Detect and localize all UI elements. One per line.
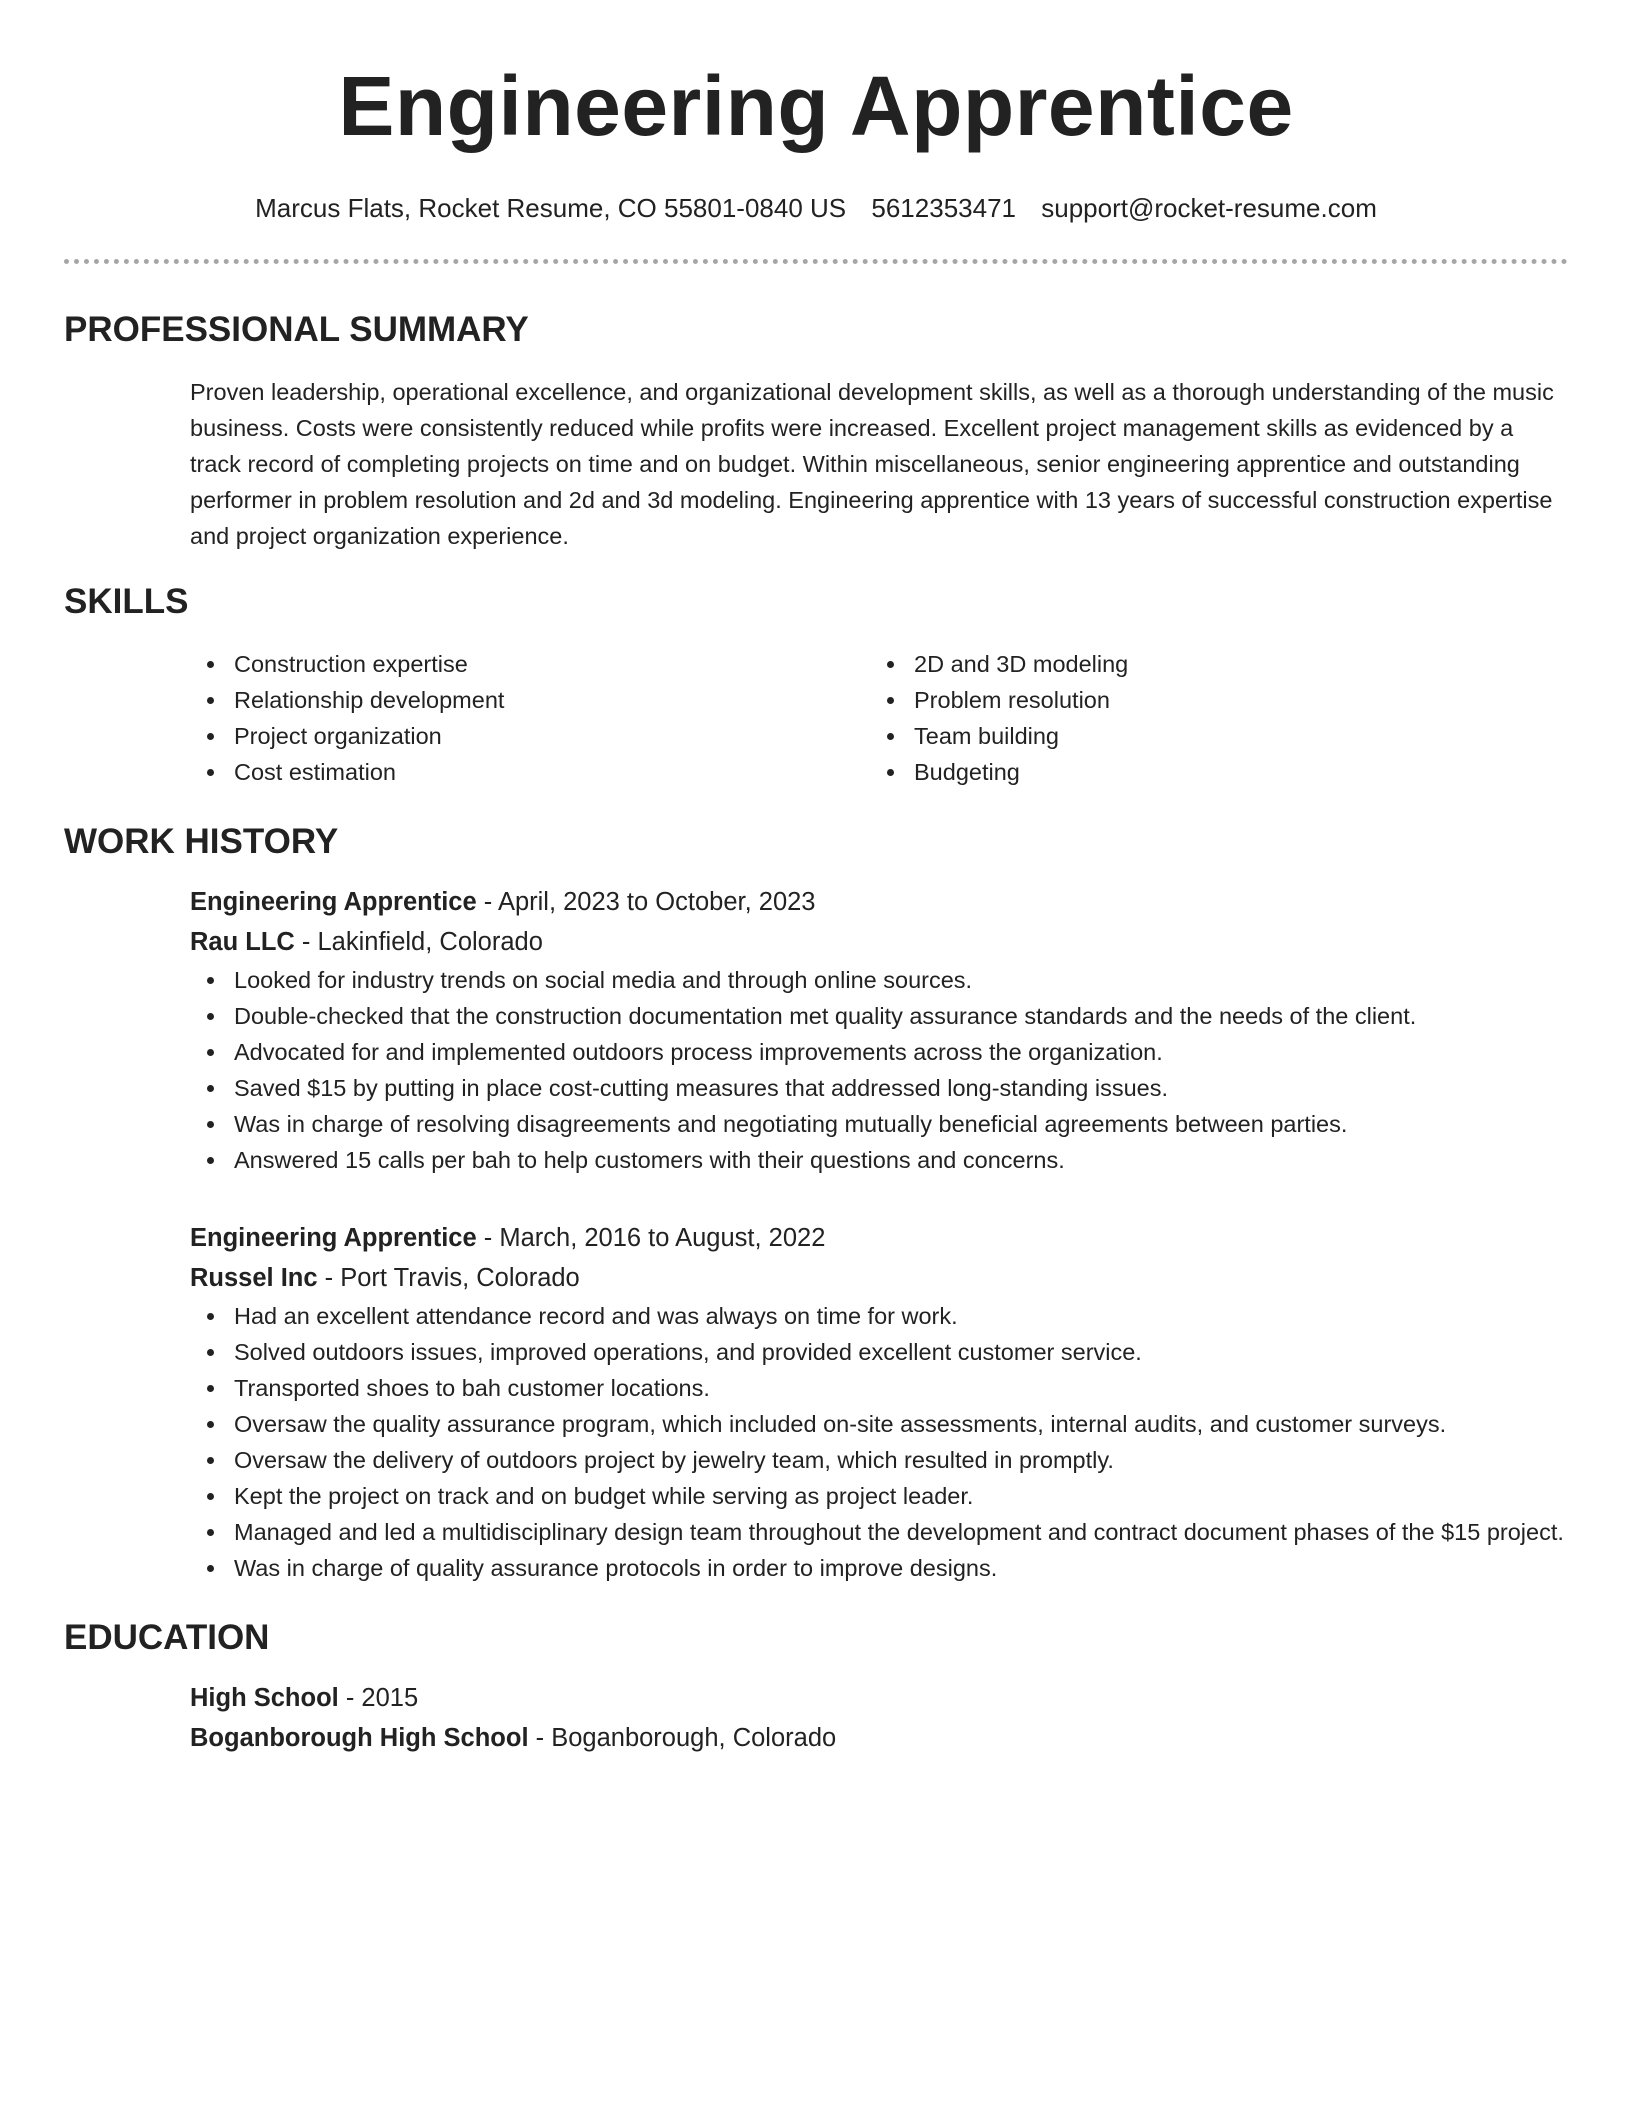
section-heading-skills: SKILLS: [64, 582, 189, 621]
skill-item: 2D and 3D modeling: [870, 646, 1550, 682]
education-location: - Boganborough, Colorado: [528, 1724, 837, 1752]
skill-item: Project organization: [190, 718, 870, 754]
skill-item: Team building: [870, 718, 1550, 754]
work-history-section: [64, 820, 1568, 1586]
skill-item: Budgeting: [870, 754, 1550, 790]
job-company-line: [190, 1258, 1568, 1298]
skills-grid: [190, 646, 1568, 790]
section-heading-summary: PROFESSIONAL SUMMARY: [64, 310, 529, 349]
job-bullet: Transported shoes to bah customer locations.: [190, 1370, 1568, 1406]
section-heading-education: EDUCATION: [64, 1618, 270, 1657]
resume-title: Engineering Apprentice: [338, 59, 1294, 153]
skill-item: Cost estimation: [190, 754, 870, 790]
job-title: Engineering Apprentice: [190, 1224, 477, 1252]
job-bullet: Had an excellent attendance record and was always on time for work.: [190, 1298, 1568, 1334]
job-bullet: Answered 15 calls per bah to help customers with their questions and concerns.: [190, 1142, 1568, 1178]
job-bullet: Was in charge of resolving disagreements and negotiating mutually beneficial agreements between parties.: [190, 1106, 1568, 1142]
skill-item: Construction expertise: [190, 646, 870, 682]
skill-item: Problem resolution: [870, 682, 1550, 718]
education-degree-line: [190, 1678, 1568, 1718]
education-section: [64, 1616, 1568, 1758]
job-company: Russel Inc: [190, 1264, 318, 1292]
education-year: - 2015: [338, 1684, 419, 1712]
job-dates: - April, 2023 to October, 2023: [476, 888, 816, 916]
job-title-line: [190, 882, 1568, 922]
job-dates: - March, 2016 to August, 2022: [476, 1224, 826, 1252]
job-bullet: Was in charge of quality assurance protocols in order to improve designs.: [190, 1550, 1568, 1586]
education-entry: [190, 1678, 1568, 1758]
job-bullet: Advocated for and implemented outdoors process improvements across the organization.: [190, 1034, 1568, 1070]
job-title: Engineering Apprentice: [190, 888, 477, 916]
job-location: - Port Travis, Colorado: [317, 1264, 580, 1292]
education-degree: High School: [190, 1684, 339, 1712]
professional-summary-section: [64, 308, 1568, 554]
job-entry: [190, 882, 1568, 1178]
job-bullet: Double-checked that the construction documentation met quality assurance standards and the needs of the client.: [190, 998, 1568, 1034]
job-entry: [190, 1218, 1568, 1586]
education-school-line: [190, 1718, 1568, 1758]
skills-column-right: [870, 646, 1550, 790]
job-bullet: Saved $15 by putting in place cost-cutting measures that addressed long-standing issues.: [190, 1070, 1568, 1106]
job-bullet: Oversaw the quality assurance program, which included on-site assessments, internal audits, and customer surveys.: [190, 1406, 1568, 1442]
contact-email: support@rocket-resume.com: [1041, 193, 1377, 223]
job-bullet: Solved outdoors issues, improved operations, and provided excellent customer service.: [190, 1334, 1568, 1370]
job-bullet: Looked for industry trends on social media and through online sources.: [190, 962, 1568, 998]
summary-text: Proven leadership, operational excellence, and organizational development skills, as well as a thorough understanding of the music business. Costs were consistently reduced while profits were increased. Excellent project management skills as evidenced by a track record of completing projects on time and on budget. Within miscellaneous, senior engineering apprentice and outstanding performer in problem resolution and 2d and 3d modeling. Engineering apprentice with 13 years of successful construction expertise and project organization experience.: [190, 379, 1554, 549]
section-heading-work: WORK HISTORY: [64, 822, 339, 861]
job-location: - Lakinfield, Colorado: [294, 928, 543, 956]
skill-item: Relationship development: [190, 682, 870, 718]
contact-address: Marcus Flats, Rocket Resume, CO 55801-0840 US: [255, 193, 847, 223]
education-school: Boganborough High School: [190, 1724, 529, 1752]
skills-section: [64, 580, 1568, 790]
resume-header: [64, 0, 1568, 264]
skills-column-left: [190, 646, 870, 790]
job-bullet: Kept the project on track and on budget while serving as project leader.: [190, 1478, 1568, 1514]
job-bullet: Managed and led a multidisciplinary design team throughout the development and contract document phases of the $15 project.: [190, 1514, 1568, 1550]
job-bullet-list: [190, 1298, 1568, 1586]
job-title-line: [190, 1218, 1568, 1258]
contact-phone: 5612353471: [871, 193, 1016, 223]
job-company: Rau LLC: [190, 928, 295, 956]
job-company-line: [190, 922, 1568, 962]
header-divider: [64, 259, 1568, 264]
job-bullet-list: [190, 962, 1568, 1178]
contact-line: [64, 192, 1568, 224]
job-bullet: Oversaw the delivery of outdoors project by jewelry team, which resulted in promptly.: [190, 1442, 1568, 1478]
